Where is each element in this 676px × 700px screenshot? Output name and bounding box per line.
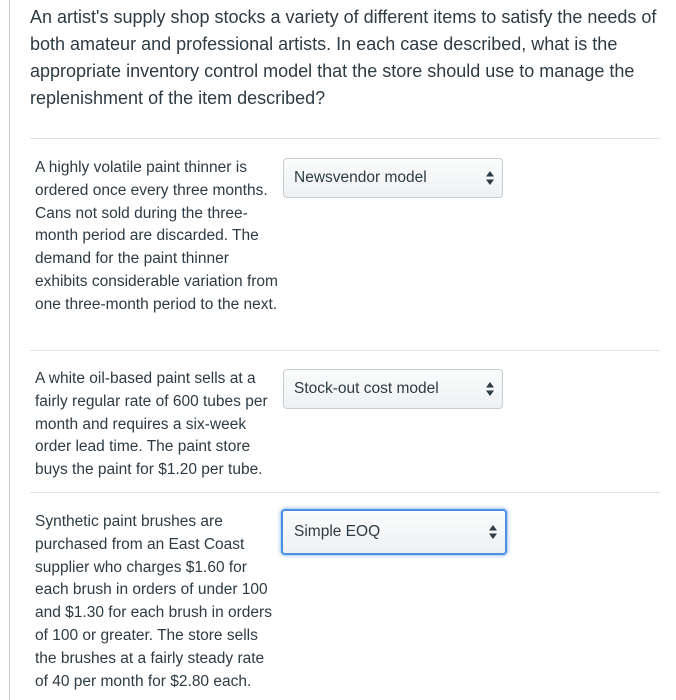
up-down-arrows-icon (481, 525, 505, 539)
model-select-3[interactable] (281, 509, 507, 555)
item-description-3: Synthetic paint brushes are purchased from an East Coast supplier who charges $1.60 for each brush in orders of under 100 and $1.30 for each brush in orders of 100 or greater. The store sells the brushes at a fairly steady rate of 40 per month for $2.80 each. (35, 513, 272, 690)
question-text: An artist's supply shop stocks a variety of different items to satisfy the needs of both amateur and professional artists. In each case described, what is the appropriate inventory control model that the store should use to manage the replenishment of the item described? (30, 7, 657, 108)
up-down-arrows-icon (478, 382, 502, 396)
model-select-1-value: Newsvendor model (294, 169, 427, 186)
divider (30, 350, 660, 351)
up-down-arrows-icon (478, 171, 502, 185)
model-select-2[interactable] (283, 369, 503, 409)
model-select-1[interactable] (283, 158, 503, 198)
model-select-3-value: Simple EOQ (294, 523, 381, 540)
divider (30, 492, 660, 493)
divider (30, 138, 660, 139)
model-select-2-value: Stock-out cost model (294, 380, 439, 397)
item-description-1: A highly volatile paint thinner is ordered once every three months. Cans not sold during the three-month period are discarded. The demand for the paint thinner exhibits considerable variation from one three-month period to the next. (35, 159, 278, 313)
left-border (9, 0, 10, 700)
item-description-2: A white oil-based paint sells at a fairly regular rate of 600 tubes per month and requires a six-week order lead time. The paint store buys the paint for $1.20 per tube. (35, 370, 268, 479)
